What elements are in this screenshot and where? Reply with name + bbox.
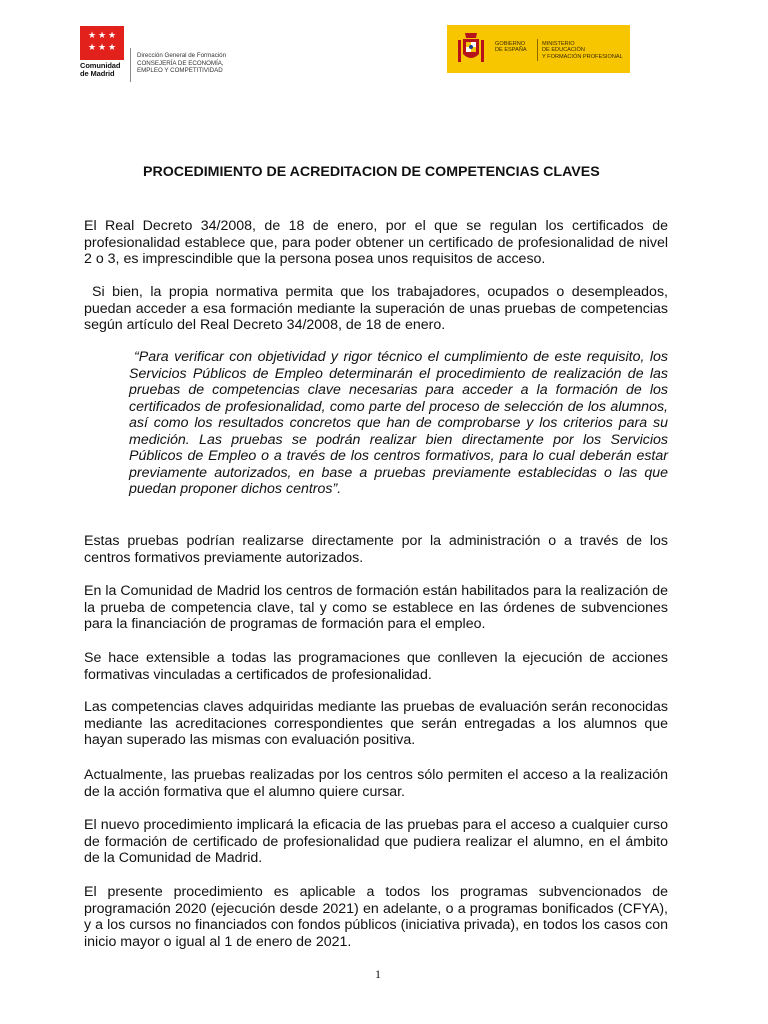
- department-name: Dirección General de Formación CONSEJERÍA DE ECONOMÍA, EMPLEO Y COMPETITIVIDAD: [137, 52, 227, 75]
- paragraph-2: Si bien, la propia normativa permita que los trabajadores, ocupados o desempleados, puedan acceder a esa formación mediante la superación de unas pruebas de competencias según artículo del Real Decreto 34/2008, de 18 de enero.: [84, 284, 668, 333]
- paragraph-6: Las competencias claves adquiridas mediante las pruebas de evaluación serán reconocidas mediante las acreditaciones correspondientes que serán entregadas a los alumnos que hayan superado las mismas con evaluación positiva.: [84, 699, 668, 748]
- paragraph-5: Se hace extensible a todas las programaciones que conlleven la ejecución de acciones formativas vinculadas a certificados de profesionalidad.: [84, 650, 668, 683]
- paragraph-7: Actualmente, las pruebas realizadas por los centros sólo permiten el acceso a la realización de la acción formativa que el alumno quiere cursar.: [84, 767, 668, 800]
- comunidad-name: Comunidad de Madrid: [80, 61, 121, 78]
- page-number: 1: [375, 967, 381, 981]
- coat-of-arms-icon: [457, 30, 485, 68]
- madrid-flag-icon: ★ ★ ★ ★ ★ ★: [80, 26, 124, 60]
- quoted-regulation: “Para verificar con objetividad y rigor técnico el cumplimiento de este requisito, los Servicios Públicos de Empleo determinarán el procedimiento de realización de las pruebas de competencias clave necesarias para acceder a la formación de los certificados de profesionalidad, como parte del proceso de selección de los alumnos, así como los resultados concretos que han de comprobarse y los criterios para su medición. Las pruebas se podrán realizar bien directamente por los Servicios Públicos de Empleo o a través de los centros formativos, para lo cual deberán estar previamente autorizados, en base a pruebas previamente establecidas o las que puedan proponer dichos centros”.: [129, 349, 668, 497]
- gobierno-espana-logo: [447, 25, 630, 73]
- paragraph-1: El Real Decreto 34/2008, de 18 de enero, por el que se regulan los certificados de profesionalidad establece que, para poder obtener un certificado de profesionalidad de nivel 2 o 3, es imprescindible que la persona posea unos requisitos de acceso.: [84, 218, 668, 267]
- document-title: PROCEDIMIENTO DE ACREDITACION DE COMPETENCIAS CLAVES: [143, 164, 600, 180]
- gobierno-text: GOBIERNO DE ESPAÑA: [495, 41, 527, 54]
- header-divider: [130, 48, 131, 82]
- paragraph-4: En la Comunidad de Madrid los centros de formación están habilitados para la realización de la prueba de competencia clave, tal y como se establece en las órdenes de subvenciones para la financiación de programas de formación para el empleo.: [84, 583, 668, 632]
- logo-separator: [537, 39, 538, 61]
- comunidad-madrid-logo: [80, 26, 126, 78]
- ministerio-text: MINISTERIO DE EDUCACIÓN Y FORMACIÓN PROFESIONAL: [542, 41, 623, 60]
- paragraph-8: El nuevo procedimiento implicará la eficacia de las pruebas para el acceso a cualquier curso de formación de certificado de profesionalidad que pudiera realizar el alumno, en el ámbito de la Comunidad de Madrid.: [84, 817, 668, 866]
- paragraph-3: Estas pruebas podrían realizarse directamente por la administración o a través de los centros formativos previamente autorizados.: [84, 533, 668, 566]
- paragraph-9: El presente procedimiento es aplicable a todos los programas subvencionados de programación 2020 (ejecución desde 2021) en adelante, o a programas bonificados (CFYA), y a los cursos no financiados con fondos públicos (iniciativa privada), en todos los casos con inicio mayor o igual al 1 de enero de 2021.: [84, 884, 668, 950]
